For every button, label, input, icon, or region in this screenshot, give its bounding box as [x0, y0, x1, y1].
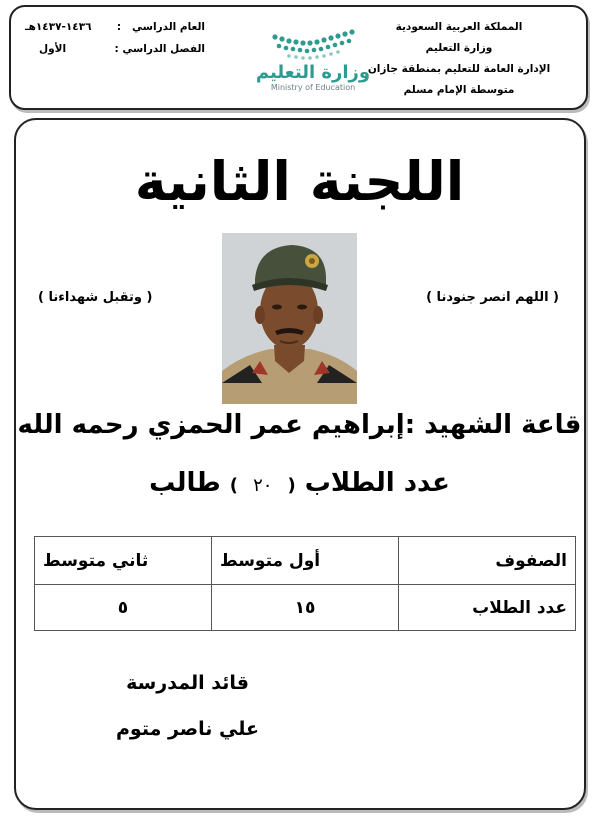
signature-role: قائد المدرسة	[126, 672, 249, 694]
year-label: العام الدراسي	[132, 21, 205, 33]
term-label: الفصل الدراسي	[122, 43, 205, 55]
hall-name: قاعة الشهيد :إبراهيم عمر الحمزي رحمه الله	[17, 410, 582, 440]
header-cell-grades: الصفوف	[399, 537, 576, 585]
table-row	[35, 585, 576, 631]
country-line: المملكة العربية السعودية	[395, 21, 523, 33]
count-open-paren: (	[287, 475, 296, 496]
term-separator: :	[114, 43, 119, 55]
row-cell-label: عدد الطلاب	[399, 585, 576, 631]
row-cell-first-grade: ١٥	[212, 585, 399, 631]
header-cell-second-grade: ثاني متوسط	[35, 537, 212, 585]
directorate-line: الإدارة العامة للتعليم بمنطقة جازان	[367, 63, 551, 75]
main-box	[14, 118, 586, 810]
header-cell-first-grade: أول متوسط	[212, 537, 399, 585]
count-prefix: عدد الطلاب	[304, 468, 450, 498]
ministry-logo-icon	[267, 27, 359, 61]
martyr-photo-image	[222, 233, 357, 404]
row-cell-second-grade: ٥	[35, 585, 212, 631]
academic-year-row	[25, 16, 205, 38]
ministry-logo	[249, 27, 377, 111]
year-value: ١٤٣٦-١٤٣٧هـ	[25, 21, 92, 33]
prayer-left: ( وتقبل شهداءنا )	[38, 290, 153, 305]
header-box	[9, 5, 588, 110]
logo-arabic-text: وزارة التعليم	[255, 62, 371, 83]
term-row	[25, 38, 205, 60]
prayer-right: ( اللهم انصر جنودنا )	[426, 290, 559, 305]
signature-name: علي ناصر متوم	[116, 718, 259, 740]
term-value: الأول	[39, 43, 67, 55]
year-separator: :	[116, 21, 122, 33]
academic-info	[25, 16, 205, 60]
institution-info	[364, 17, 554, 101]
table-header-row	[35, 537, 576, 585]
count-suffix: طالب	[149, 468, 221, 498]
count-close-paren: )	[229, 475, 239, 496]
class-stats-table	[34, 536, 576, 631]
ministry-line: وزارة التعليم	[425, 42, 493, 54]
student-count-line	[0, 468, 599, 498]
school-line: متوسطة الإمام مسلم	[403, 84, 515, 96]
logo-english-text: Ministry of Education	[270, 83, 356, 92]
committee-title: اللجنة الثانية	[134, 150, 465, 213]
martyr-photo	[222, 233, 357, 404]
count-number: ٢٠	[253, 475, 273, 496]
